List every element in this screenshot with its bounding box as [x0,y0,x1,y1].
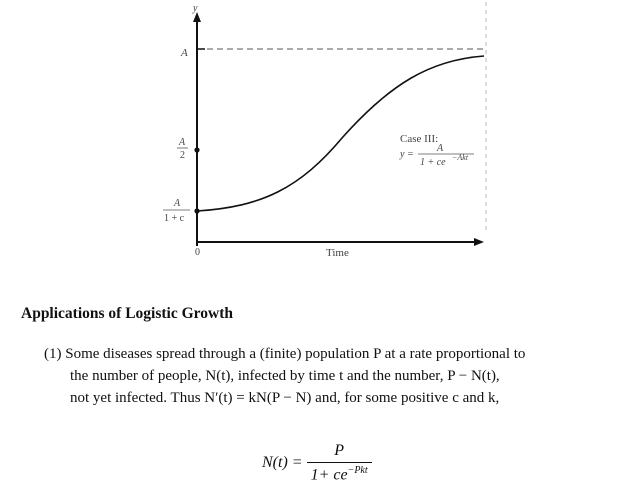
axis-x-label: Time [326,247,349,259]
svg-text:y =: y = [400,149,414,160]
tick-label-A: A [181,47,188,59]
item-number: (1) [44,346,62,362]
formula-fraction [307,442,372,484]
svg-text:A: A [437,143,444,154]
svg-text:−Akt: −Akt [452,153,469,162]
svg-text:A: A [179,137,186,148]
formula-lhs: N(t) = [262,454,303,471]
item-text-line-3: not yet infected. Thus N′(t) = kN(P − N) and, for some positive c and k, [70,390,500,406]
origin-label: 0 [195,247,200,258]
tick-label-A-over-2 [177,137,188,161]
x-axis-arrow [474,238,484,246]
list-item [44,343,629,409]
svg-text:1 + c: 1 + c [164,213,185,224]
half-point [194,147,199,152]
tick-label-initial [163,198,190,224]
item-text-line-1: Some diseases spread through a (finite) population P at a rate proportional to [65,346,526,362]
logistic-curve [197,56,484,211]
initial-point [194,208,199,213]
formula-exponent: −Pkt [347,464,368,476]
svg-text:2: 2 [180,150,185,161]
svg-text:1 + ce: 1 + ce [420,157,446,168]
svg-text:A: A [174,198,181,209]
svg-text:Case III:: Case III: [400,133,439,145]
logistic-formula [262,440,372,486]
formula-numerator: P [334,441,344,459]
formula-denominator: $1+ ce^{-Pkt}$ [307,462,372,484]
item-line-1 [44,343,629,365]
case-annotation [399,133,474,168]
section-heading: Applications of Logistic Growth [21,305,233,322]
axis-y-label: y [193,3,198,14]
item-text-line-2: the number of people, N(t), infected by time t and the number, P − N(t), [70,368,500,384]
